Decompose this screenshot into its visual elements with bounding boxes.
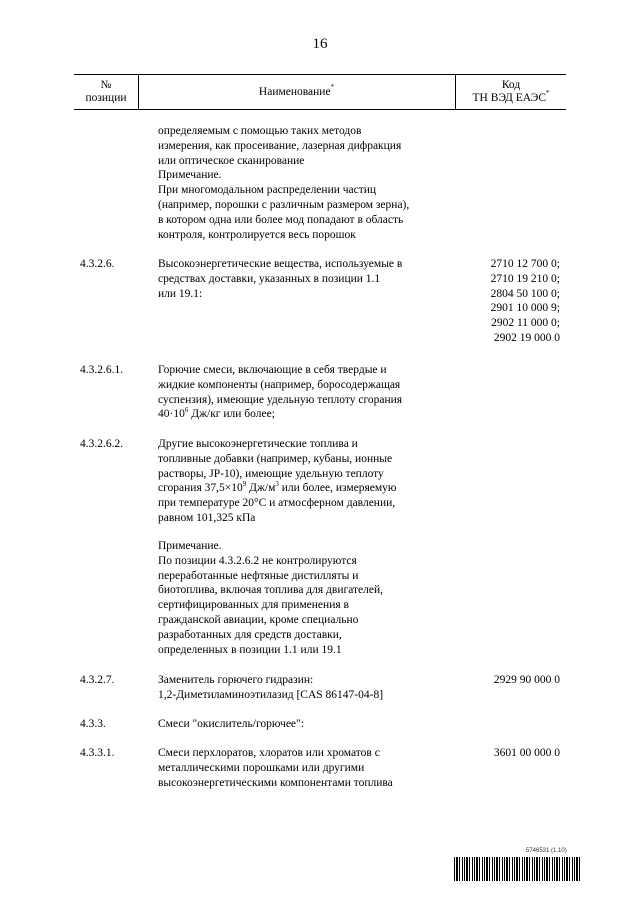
position-4-3-2-6-2-name: Другие высокоэнергетические топлива и топливные добавки (например, кубаны, ионные растворы, JP-10), имеющие удельную теплоту сгорания $37,5\times 10^9$ $Дж/м^3$ или более, измеряемую при температуре 20°C и атмосферном давлении, равном 101,325 кПа (158, 438, 397, 524)
position-4-3-3-1-name: Смеси перхлоратов, хлоратов или хроматов с металлическими порошками или другими высокоэнергетическими компонентами топлива (158, 747, 393, 789)
position-4-3-2-6-codes: 2710 12 700 0; 2710 19 210 0; 2804 50 100 0; 2901 10 000 9; 2902 11 000 0; 2902 19 000 0 (490, 258, 560, 344)
position-4-3-2-6-2-note: Примечание. По позиции 4.3.2.6.2 не контролируются переработанные нефтяные дистилляты и биотоплива, включая топлива для двигателей, сертифицированных для применения в гражданской авиации, кроме специально разработанных для средств доставки, определенных в позиции 1.1 или 19.1 (158, 540, 384, 656)
position-4-3-2-6: 4.3.2.6. (80, 258, 115, 270)
position-4-3-3-1-code: 3601 00 000 0 (493, 747, 560, 759)
barcode-number: 5746531 (1.10) (526, 848, 567, 854)
table-header (74, 74, 566, 110)
position-4-3-2-7-code: 2929 90 000 0 (493, 674, 560, 686)
barcode-icon (454, 857, 582, 881)
header-name: Наименование* (138, 75, 456, 109)
page-number: 16 (312, 36, 328, 52)
continuation-text: определяемым с помощью таких методов измерения, как просеивание, лазерная дифракция или оптическое сканирование Примечание. При многомодальном распределении частиц (например, порошки с различным размером зерна), в котором одна или более мод попадают в область контроля, контролируется весь порошок (158, 125, 410, 241)
header-code: Код ТН ВЭД ЕАЭС* (472, 79, 550, 104)
position-4-3-2-7-name: Заменитель горючего гидразин: 1,2-Диметиламиноэтилазид [CAS 86147-04-8] (158, 674, 384, 701)
position-4-3-3: 4.3.3. (80, 718, 106, 730)
position-4-3-3-1: 4.3.3.1. (80, 747, 115, 759)
position-4-3-3-name: Смеси "окислитель/горючее": (158, 718, 304, 730)
header-position-number: № позиции (74, 75, 139, 109)
document-barcode (454, 848, 584, 888)
position-4-3-2-6-2: 4.3.2.6.2. (80, 438, 124, 450)
position-4-3-2-6-1-name: Горючие смеси, включающие в себя твердые и жидкие компоненты (например, боросодержащая суспензия), имеющие удельную теплоту сгорания $40\cdot 10^6$ Дж/кг или более; (158, 364, 403, 421)
position-4-3-2-6-1: 4.3.2.6.1. (80, 364, 124, 376)
position-4-3-2-7: 4.3.2.7. (80, 674, 115, 686)
position-4-3-2-6-name: Высокоэнергетические вещества, используемые в средствах доставки, указанных в позиции 1.1 или 19.1: (158, 258, 403, 300)
